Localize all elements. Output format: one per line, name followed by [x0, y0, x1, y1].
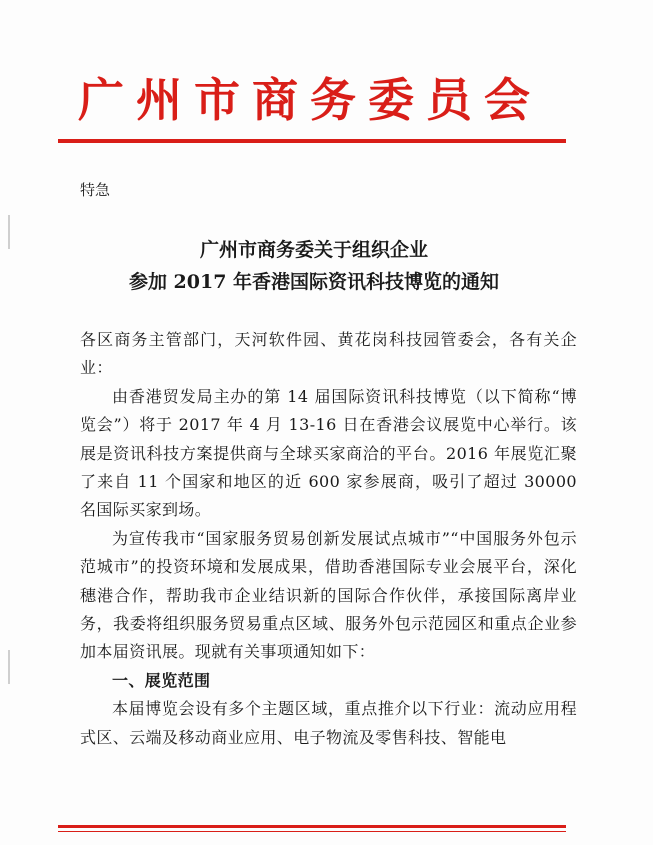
letterhead-red-rule [58, 139, 566, 143]
notice-title-line-2: 参加 2017 年香港国际资讯科技博览的通知 [128, 271, 500, 293]
paragraph-event-intro: 由香港贸发局主办的第 14 届国际资讯科技博览（以下简称“博览会”）将于 2017 年 4 月 13-16 日在香港会议展览中心举行。该展是资讯科技方案提供商与全球买家商洽的平台。2016 年展览汇聚了来自 11 个国家和地区的近 600 家参展商，吸引了超过 30000 名国际买家到场。 [80, 386, 577, 520]
paragraph-exhibition-scope: 本届博览会设有多个主题区域，重点推介以下行业：流动应用程式区、云端及移动商业应用、电子物流及零售科技、智能电 [80, 699, 577, 747]
urgency-label: 特急 [80, 181, 111, 199]
recipients-line: 各区商务主管部门，天河软件园、黄花岗科技园管委会，各有关企业： [80, 330, 577, 378]
footer-red-rule [58, 825, 566, 828]
notice-title-line-1: 广州市商务委关于组织企业 [199, 239, 428, 261]
section-heading-exhibition-scope: 一、展览范围 [112, 670, 211, 690]
notice-title [60, 234, 568, 298]
footer-red-rule-thin [58, 831, 566, 832]
paragraph-purpose: 为宣传我市“国家服务贸易创新发展试点城市”“中国服务外包示范城市”的投资环境和发展成果，借助香港国际专业会展平台，深化穗港合作，帮助我市企业结识新的国际合作伙伴，承接国际离岸业务，我委将组织服务贸易重点区域、服务外包示范园区和重点企业参加本届资讯展。现就有关事项通知如下： [80, 528, 577, 662]
notice-body [80, 326, 577, 752]
scan-edge-mark [8, 650, 10, 684]
letterhead-org-name: 广州市商务委员会 [78, 73, 542, 127]
scan-edge-mark [8, 215, 10, 249]
